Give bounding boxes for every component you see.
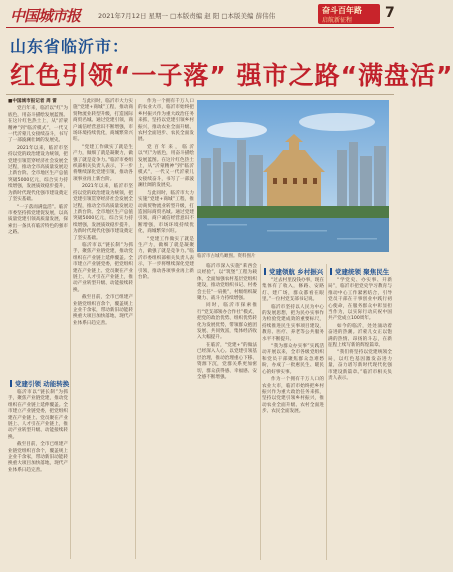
headline-rule [6, 94, 394, 95]
article-byline: ■中国城市报记者 周 雷 [8, 99, 57, 104]
paragraph: “学党史、办实事、开新局”，临沂市把党史学习教育与推动中心工作紧密结合，引导党员干部在干事创业中践行初心使命，在服务群众中彰显担当作为，以实际行动庆祝中国共产党成立100周年。 [328, 278, 392, 322]
paragraph: 作为一个拥有千万人口的农业大市，临沂市始终把乡村振兴作为重大政治任务来抓，坚持以党建引领乡村振兴，推动农业全面升级、农村全面进步、农民全面发展。 [138, 99, 194, 143]
section-heading-1 [10, 379, 69, 388]
column-divider [135, 99, 136, 559]
paragraph: 与此同时，临沂市大力实施“党建+商城”工程，推动商贸物流业转型升级，打造国际商贸名城。通过党建引领，商户诚信经营意识不断增强，市场环境持续优化，商城繁荣兴旺。 [138, 190, 194, 235]
page-number: 7 [385, 5, 395, 21]
paragraph: 截至目前，全市已组建产业链党组织百余个，覆盖规上企业千余家，带动新旧动能转换重大项目加快落地，现代产业体系日趋完善。 [73, 295, 133, 326]
dateline: 2021年7月12日 星期一 □本版责编 赵 阳 □本版美编 薛伟伟 [98, 12, 276, 20]
text-column-1 [8, 99, 68, 374]
paragraph: 作为一个拥有千万人口的农业大市，临沂市始终把乡村振兴作为重大政治任务来抓，坚持以党建引领乡村振兴，推动农业全面升级、农村全面进步、农民全面发展。 [262, 377, 324, 415]
paragraph: 临沂市坚持以人民为中心的发展思想，把为民办实事作为检验党建成效的重要标尺，持续推进民生实事项目建设，教育、医疗、养老等公共服务水平不断提升。 [262, 304, 324, 342]
paragraph: 党百年来，临沂以“红”为底色，用奋斗描绘发展蓝图。在这片红色热土上，从“沂蒙精神”到“临沂模式”，一代又一代沂蒙儿女接续奋斗，书写了一部波澜壮阔的发展史。 [8, 106, 68, 144]
section-heading-text: 党建引领 动能转换 [15, 380, 70, 388]
masthead-rule [6, 27, 394, 28]
paragraph: “一子落而满盘活”。临沂市委坚持抓党建促发展，以高质量党建引领高质量发展，探索出一条具有临沂特色的强市之路。 [8, 204, 68, 236]
paragraph: 截至目前，全市已组建产业链党组织百余个，覆盖规上企业千余家，带动新旧动能转换重大项目加快落地，现代产业体系日趋完善。 [8, 442, 68, 473]
city-skyline-image [197, 100, 389, 252]
paragraph: 在临沂，“党建+”的做法已经深入人心。以党建引领基层治理，推动治理重心下移、资源下沉，党群关系更加密切，群众获得感、幸福感、安全感不断增强。 [197, 342, 257, 380]
section-heading-text: 党建领航 乡村振兴 [269, 268, 324, 276]
photo-caption: 临沂市古城鸟瞰图。资料图片 [197, 254, 256, 259]
paragraph: “党建工作做实了就是生产力，做细了就是凝聚力，做强了就是竞争力。”临沂市委组织部相关负责人表示，下一步将继续深化党建引领，推动各项事业再上新台阶。 [138, 236, 194, 280]
badge-main-text: 奋斗百年路 [322, 6, 362, 15]
paragraph: 临沂市深入实施“莱西会议经验”，以“筑堡”工程为载体，全面加强农村基层党组织建设，推动党组织书记、村委会主任“一肩挑”，村级组织凝聚力、战斗力持续增强。 [197, 264, 257, 302]
paragraph: “党建工作做实了就是生产力，做细了就是凝聚力，做强了就是竞争力。”临沂市委组织部相关负责人表示，下一步将继续深化党建引领，推动各项事业再上新台阶。 [73, 144, 133, 182]
paragraph: 临沂市以“链长制”为抓手，聚焦产业链党建，推动党组织在产业链上延伸覆盖。全市建立产业链党委，把党组织建在产业链上、党员聚在产业链上、人才引在产业链上，推动产业转型升级、动能接续转换。 [73, 242, 133, 293]
paragraph: “我们将坚持以党建统领全局，以红色基因激发奋进力量，奋力谱写新时代现代化强市建设新篇章。”临沂市相关负责人表示。 [328, 350, 392, 382]
paragraph: 同时，临沂市探索推行“党支部领办合作社”模式，把党的政治优势、组织优势转化为发展优势，带领群众抱团发展、共同致富，集体经济收入大幅提升。 [197, 303, 257, 341]
text-column-3 [138, 99, 194, 562]
heading-bar [10, 380, 12, 387]
paragraph: 临沂市以“链长制”为抓手，聚焦产业链党建，推动党组织在产业链上延伸覆盖。全市建立产业链党委，把党组织建在产业链上、党员聚在产业链上、人才引在产业链上，推动产业转型升级、动能接续转换。 [8, 390, 68, 440]
text-column-4 [197, 264, 257, 562]
paragraph: 2021年以来，临沂市坚持以党的政治建设为统领，把党建引领贯穿经济社会发展全过程，推动全市高质量发展迈上新台阶。全市地区生产总值突破5000亿元，综合实力持续增强，发展质效稳步提升，为新时代现代化强市建设奠定了坚实基础。 [73, 184, 133, 241]
paragraph: 2021年以来，临沂市坚持以党的政治建设为统领，把党建引领贯穿经济社会发展全过程，推动全市高质量发展迈上新台阶。全市地区生产总值突破5000亿元，综合实力持续增强，发展质效稳步提升，为新时代现代化强市建设奠定了坚实基础。 [8, 145, 68, 203]
masthead [6, 4, 394, 26]
article-headline: 红色引领“一子落” 强市之路“满盘活” [10, 61, 453, 90]
heading-bar [330, 268, 332, 275]
column-divider [326, 264, 327, 560]
column-divider [260, 264, 261, 560]
city-photo [197, 100, 389, 252]
section-heading-3 [264, 267, 323, 276]
anniversary-badge [318, 4, 380, 24]
paragraph: 如今的临沂，处处涌动着奋进的热潮。沂蒙儿女正以饱满的热情、昂扬的斗志，在新征程上续写新的辉煌篇章。 [328, 323, 392, 349]
newspaper-brand: 中国城市报 [10, 7, 81, 25]
text-column-1-lower [8, 390, 68, 562]
paragraph: “过去村里没钱办事，现在集体有了收入，修路、安路灯、建广场，群众都看在眼里。”一位村党支部书记说。 [262, 278, 324, 303]
column-divider [70, 99, 71, 559]
paragraph: 与此同时，临沂市大力实施“党建+商城”工程，推动商贸物流业转型升级，打造国际商贸名城。通过党建引领，商户诚信经营意识不断增强，市场环境持续优化，商城繁荣兴旺。 [73, 99, 133, 143]
text-column-2 [73, 99, 133, 562]
section-heading-4 [330, 267, 389, 276]
article-kicker: 山东省临沂市： [10, 37, 130, 56]
paragraph: 党百年来，临沂以“红”为底色，用奋斗描绘发展蓝图。在这片红色热土上，从“沂蒙精神”到“临沂模式”，一代又一代沂蒙儿女接续奋斗，书写了一部波澜壮阔的发展史。 [138, 144, 194, 189]
heading-bar [264, 268, 266, 275]
section-heading-text: 党建统领 聚焦民生 [335, 268, 390, 276]
badge-sub-text: 启航新征程 [322, 17, 353, 24]
text-column-5 [262, 278, 324, 562]
paragraph: “我为群众办实事”实践活动开展以来，全市各级党组织和党员干部聚焦群众急难愁盼，办成了一批惠民生、暖民心的好事实事。 [262, 344, 324, 375]
text-column-6 [328, 278, 392, 562]
